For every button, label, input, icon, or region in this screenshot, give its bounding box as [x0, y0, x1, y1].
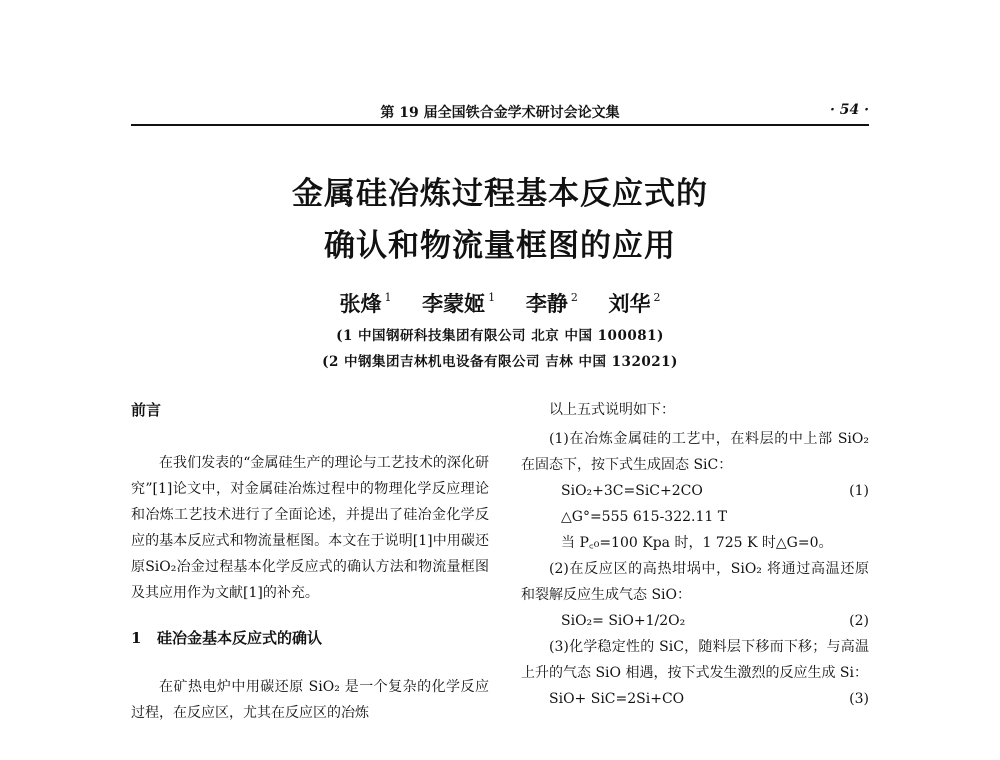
author: 李蒙姬 $^1$: [422, 291, 496, 316]
section-1-paragraph: 在矿热电炉中用碳还原 SiO₂ 是一个复杂的化学反应过程，在反应区，尤其在反应区的冶炼: [131, 679, 489, 721]
paper-title-line2: 确认和物流量框图的应用: [324, 228, 676, 264]
author: 李静 $^2$: [525, 291, 578, 316]
equation-1-number: (1): [849, 483, 869, 499]
header-rule: [131, 124, 869, 126]
left-column: [131, 400, 489, 726]
equation-1-gibbs: △G°=555 615-322.11 T: [561, 509, 728, 525]
paper-title-line1: 金属硅冶炼过程基本反应式的: [292, 176, 708, 212]
section-title: 硅冶金基本反应式的确认: [157, 629, 323, 647]
equation-2-text: SiO₂= SiO+1/2O₂: [561, 613, 686, 629]
foreword-heading: 前言: [131, 401, 162, 419]
equation-1-text: SiO₂+3C=SiC+2CO: [561, 483, 703, 499]
equation-2-number: (2): [849, 613, 869, 629]
section-1-heading: [131, 628, 489, 648]
section-number: 1: [131, 629, 142, 647]
page-number: · 54 ·: [830, 102, 869, 118]
equation-2: [521, 608, 869, 634]
affiliation-2: (2 中钢集团吉林机电设备有限公司 吉林 中国 132021): [322, 354, 678, 370]
equation-3: [521, 686, 869, 712]
equation-1: [521, 478, 869, 504]
running-header: [131, 100, 869, 122]
author: 张烽 $^1$: [339, 291, 392, 316]
affiliation-1: (1 中国钢研科技集团有限公司 北京 中国 100081): [336, 328, 664, 344]
equation-1-condition: 当 P꜀₀=100 Kpa 时，1 725 K 时△G=0。: [561, 535, 833, 551]
running-title: 第 19 届全国铁合金学术研讨会论文集: [380, 105, 620, 121]
author-list: [131, 288, 869, 318]
item-1-text: (1)在冶炼金属硅的工艺中，在料层的中上部 SiO₂ 在固态下，按下式生成固态 SiC：: [521, 431, 869, 473]
author: 刘华 $^2$: [608, 291, 661, 316]
equation-3-text: SiO+ SiC=2Si+CO: [549, 691, 685, 707]
equation-3-number: (3): [849, 691, 869, 707]
item-2-text: (2)在反应区的高热坩埚中，SiO₂ 将通过高温还原和裂解反应生成气态 SiO：: [521, 561, 869, 603]
right-column: [521, 400, 869, 712]
intro-line: 以上五式说明如下：: [549, 402, 675, 418]
item-3-text: (3)化学稳定性的 SiC，随料层下移而下移；与高温上升的气态 SiO 相遇，按下式发生激烈的反应生成 Si：: [521, 639, 869, 681]
foreword-paragraph: 在我们发表的“金属硅生产的理论与工艺技术的深化研究”[1]论文中，对金属硅冶炼过程中的物理化学反应理论和冶炼工艺技术进行了全面论述，并提出了硅冶金化学反应的基本反应式和物流量框图。本文在于说明[1]中用碳还原SiO₂冶金过程基本化学反应式的确认方法和物流量框图及其应用作为文献[1]的补充。: [131, 455, 489, 601]
